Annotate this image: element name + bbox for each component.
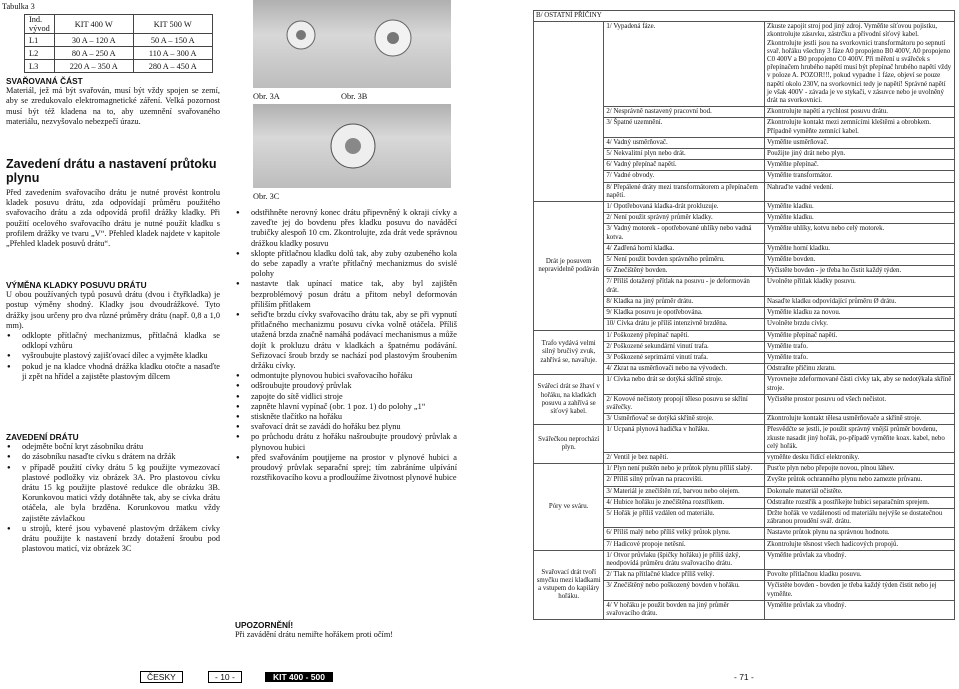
table-row <box>25 34 213 47</box>
table-cell: 110 A – 300 A <box>133 47 212 60</box>
fault-row <box>534 202 955 213</box>
table-cell: 30 A – 120 A <box>54 34 133 47</box>
footer-page-left: - 10 - <box>208 672 242 682</box>
fault-remedy: Uvolněte přítlak kladky posuvu. <box>765 277 955 296</box>
fault-symptom: Drát je posuvem nepravidelně podáván <box>534 202 604 330</box>
fault-cause: 7/ Vadné obvody. <box>604 171 765 182</box>
fault-remedy: Dokonale materiál očistěte. <box>765 486 955 497</box>
fault-cause: 7/ Příliš dotažený přítlak na posuvu - je deformován drát. <box>604 277 765 296</box>
fault-remedy: Vyměňte usměrňovač. <box>765 137 955 148</box>
fault-remedy: Vyrovnejte zdeformované části cívky tak, aby se nedotýkala skříně stroje. <box>765 375 955 394</box>
fault-cause: 5/ Hořák je příliš vzdálen od materiálu. <box>604 508 765 527</box>
fault-cause: 5/ Není použit bovden správného průměru. <box>604 255 765 266</box>
fault-remedy: Vyměňte kladku. <box>765 213 955 224</box>
fault-remedy: Vyměňte průvlak za vhodný. <box>765 550 955 569</box>
fault-cause: 2/ Tlak na přítlačné kladce příliš velký. <box>604 570 765 581</box>
fault-cause: 2/ Není použit správný průměr kladky. <box>604 213 765 224</box>
fault-remedy: Vyčistěte bovden - je třeba ho čistit každý týden. <box>765 266 955 277</box>
fault-remedy: Vyměňte kladku. <box>765 202 955 213</box>
fault-remedy: Zkontrolujte kontakt mezi zemnícími kleštěmi a obrobkem. Případně vyměňte zemnící kabel. <box>765 118 955 137</box>
bullet-item: ● odmontujte plynovou hubici svařovacího hořáku <box>235 371 457 381</box>
table-header-cell: Ind. vývod <box>25 15 55 34</box>
fault-remedy: Použijte jiný drát nebo plyn. <box>765 149 955 160</box>
fault-remedy: vyměňte desku řídící elektroniky. <box>765 452 955 463</box>
bullet-item: ● zapněte hlavní vypínač (obr. 1 poz. 1) do polohy „1“ <box>235 402 457 412</box>
table-header-cell: KIT 500 W <box>133 15 212 34</box>
fault-cause: 2/ Příliš silný průvan na pracovišti. <box>604 475 765 486</box>
warning-title: UPOZORNĚNÍ! <box>235 620 294 630</box>
bullet-item: ● seřiďte brzdu cívky svařovacího drátu tak, aby se při vypnutí přítlačného mechanizmu posuvu cívka volně otáčela. Příliš utažená brzda značně namáhá podávací mechanismus a může dojít k prokluzu drátu v kladkách a špatnému podávání. Seřizovací šroub brzdy se nachází pod plastovým šroubením držáku cívky. <box>235 310 457 371</box>
fault-cause: 6/ Příliš malý nebo příliš velký průtok plynu. <box>604 528 765 539</box>
fault-row <box>534 22 955 107</box>
paragraph: U obou používaných typů posuvů drátu (dvou i čtyřkladka) je postup výměny shodný. Kladky jsou dvoudrážkové. Tyto drážky jsou určeny pro dva různé průměry drátu (např. 0,8 a 1,0 mm). <box>6 290 220 330</box>
fault-remedy: Zkontrolujte kontakt tělesa usměrňovače a skříně stroje. <box>765 414 955 425</box>
fault-remedy: Přesvědčte se jestli, je použit správný vnější průměr bovdenu, zkuste nasadit jiný hořák, po-případě vyměňte koax. kabel, nebo celý hořák. <box>765 425 955 453</box>
fault-symptom: Svařovací drát tvoří smyčku mezi kladkami a vstupem do kapiláry hořáku. <box>534 550 604 619</box>
fault-symptom: Póry ve sváru. <box>534 464 604 551</box>
fault-remedy: Zkontrolujte těsnost všech hadicových propojů. <box>765 539 955 550</box>
table-cell: L2 <box>25 47 55 60</box>
paragraph: Před zavedením svařovacího drátu je nutné provést kontrolu kladek posuvu drátu, zda odpovídají průměru použitého svařovacího drátu a zda odpovídá profil drážky kladky. Při použití ocelového svařovacího drátu je nutné použít kladku s profilem drážky ve tvaru „V“. Přehled kladek najdete v kapitole „Přehled kladek posuvů drátu“. <box>6 188 220 249</box>
fault-cause: 4/ Zkrat na usměrňovači nebo na vývodech. <box>604 364 765 375</box>
fault-cause: 3/ Vadný motorek - opotřebované uhlíky nebo vadná kotva. <box>604 224 765 243</box>
fault-cause: 2/ Kovové nečistoty propojí těleso posuvu se skříní svářečky. <box>604 394 765 413</box>
fault-cause: 3/ Usměrňovač se dotýká skříně stroje. <box>604 414 765 425</box>
fault-row <box>534 330 955 341</box>
bullet-item: ● zapojte do sítě vidlici stroje <box>235 392 457 402</box>
fault-cause: 7/ Hadicové propoje netěsní. <box>604 539 765 550</box>
table-header-cell: KIT 400 W <box>54 15 133 34</box>
bullet-list <box>235 208 457 483</box>
fault-remedy: Vyměňte transformátor. <box>765 171 955 182</box>
table-row <box>25 47 213 60</box>
fault-cause: 3/ Materiál je znečištěn rzí, barvou nebo olejem. <box>604 486 765 497</box>
fault-cause: 1/ Otvor průvlaku (špičky hořáku) je příliš úzký, neodpovídá průměru drátu svařovacího drátu. <box>604 550 765 569</box>
fault-remedy: Povolte přítlačnou kladku posuvu. <box>765 570 955 581</box>
fault-cause: 6/ Znečištěný bovden. <box>604 266 765 277</box>
fault-cause: 9/ Kladka posuvu je opotřebována. <box>604 308 765 319</box>
fault-cause: 1/ Plyn není puštěn nebo je průtok plynu příliš slabý. <box>604 464 765 475</box>
fault-cause: 2/ Poškozené sekundární vinutí trafa. <box>604 341 765 352</box>
bullet-item: ● před svařováním pouţijeme na prostor v plynové hubici a proudový průvlak separační sprej; tím zabráníme ulpívání rozstřikovacího kovu a prodloužíme životnost plynové hubice <box>235 453 457 484</box>
table-row <box>25 60 213 73</box>
warning-text: Při zavádění drátu nemiřte hořákem proti očím! <box>235 630 394 640</box>
table-cell: 80 A – 250 A <box>54 47 133 60</box>
bullet-item: ● pokud je na kladce vhodná drážka kladku otočte a nasaďte ji zpět na hřídel a zajistěte plastovým dílcem <box>6 362 220 382</box>
fault-remedy: Vyměňte trafo. <box>765 352 955 363</box>
paragraph: Materiál, jež má být svařován, musí být vždy spojen se zemí, aby se zredukovalo elektromagnetické záření. Velká pozornost musí být též kladena na to, aby uzemnění svařovaného materiálu, nezvyšovalo nebezpečí úrazu. <box>6 86 220 126</box>
figure-caption: Obr. 3B <box>341 92 368 101</box>
bullet-item: ● u strojů, které jsou vybavené plastovým držákem cívky drátu použijte k nastavení brzdy dotažení šroubu pod plastovou maticí, viz obrázek 3C <box>6 524 220 555</box>
fault-remedy: Pusťte plyn nebo přepojte novou, plnou láhev. <box>765 464 955 475</box>
bullet-item: ● odklopte přítlačný mechanizmus, přítlačná kladka se odklopí vzhůru <box>6 331 220 351</box>
fault-cause: 4/ V hořáku je použit bovden na jiný průměr svařovacího drátu. <box>604 600 765 619</box>
table-cell: 220 A – 350 A <box>54 60 133 73</box>
section-title: SVAŘOVANÁ ČÁST <box>6 76 83 86</box>
fault-remedy: Uvolněte brzdu cívky. <box>765 319 955 330</box>
fault-cause: 1/ Vypadená fáze. <box>604 22 765 107</box>
bullet-item: ● vyšroubujte plastový zajišťovací dílec a vyjměte kladku <box>6 351 220 361</box>
bullet-list <box>6 331 220 382</box>
bullet-item: ● do zásobníku nasaďte cívku s drátem na držák <box>6 452 220 462</box>
fault-cause: 1/ Poškozený přepínač napětí. <box>604 330 765 341</box>
fault-table <box>533 10 955 620</box>
footer-page-right: - 71 - <box>734 672 754 682</box>
bullet-item: ● odšroubujte proudový průvlak <box>235 381 457 391</box>
fault-table-title: B/ OSTATNÍ PŘÍČINY <box>534 11 955 22</box>
spool-holder-icon <box>253 104 451 188</box>
fault-remedy: Vyčistěte bovden - bovden je třeba každý týden čistit nebo jej vyměňte. <box>765 581 955 600</box>
fault-row <box>534 375 955 394</box>
fault-remedy: Zkuste zapojit stroj pod jiný zdroj. Vyměňte síťovou pojistku, zkontrolujte zásuvku, zástrčku a přívodní síťový kabel. Zkontrolujte jestli jsou na svorkovnici transformátoru po sepnutí svař. hořáku všechny 3 fáze A0 propojeno B0 400V, A0 propojeno C0 400V a B0 propojeno C0 400V. Při měření u svářeček s přepínačem hrubého napětí musí být přepínač hrubého napětí vždy v poloze A. POZOR!!!, pokud vypadne 1 fáze, objeví se pouze napětí okolo 230V, na svorkovnici tedy je napětí! Správné napětí je však 400V - závada je ve stykači, v zásuvce nebo je uvolněný drát na svorkovnici. <box>765 22 955 107</box>
fault-cause: 1/ Cívka nebo drát se dotýká skříně stroje. <box>604 375 765 394</box>
table-header-row <box>25 15 213 34</box>
fault-remedy: Vyměňte kladku za novou. <box>765 308 955 319</box>
fault-cause: 3/ Špatné uzemnění. <box>604 118 765 137</box>
fault-cause: 3/ Znečištěný nebo poškozený bovden v hořáku. <box>604 581 765 600</box>
fault-remedy: Vyměňte bovden. <box>765 255 955 266</box>
fault-cause: 1/ Opotřebovaná kladka-drát prokluzuje. <box>604 202 765 213</box>
fault-cause: 1/ Ucpaná plynová hadička v hořáku. <box>604 425 765 453</box>
fault-remedy: Zkontrolujte napětí a rychlost posuvu drátu. <box>765 107 955 118</box>
section-title: ZAVEDENÍ DRÁTU <box>6 432 79 442</box>
bullet-item: ● nastavte tlak upínací matice tak, aby byl zajištěn bezproblémový posun drátu a přitom nebyl deformován příliším přítlakem <box>235 279 457 310</box>
fault-remedy: Odstraňte rozstřik a postříkejte hubici separačním sprejem. <box>765 497 955 508</box>
fault-remedy: Vyměňte uhlíky, kotvu nebo celý motorek. <box>765 224 955 243</box>
spool-photo-3c <box>253 104 451 188</box>
fault-remedy: Držte hořák ve vzdálenosti od materiálu nejvýše se dostatečnou zábranou proudění svář. drátu. <box>765 508 955 527</box>
figure-caption: Obr. 3A <box>253 92 280 101</box>
fault-cause: 2/ Nesprávně nastavený pracovní bod. <box>604 107 765 118</box>
fault-cause: 2/ Ventil je bez napětí. <box>604 452 765 463</box>
fault-cause: 8/ Kladka na jiný průměr drátu. <box>604 296 765 307</box>
table-cell: 280 A – 450 A <box>133 60 212 73</box>
fault-row <box>534 550 955 569</box>
section-heading: Zavedení drátu a nastavení průtoku plynu <box>6 157 217 185</box>
fault-symptom: Svářečkou neprochází plyn. <box>534 425 604 464</box>
table-cell: L3 <box>25 60 55 73</box>
fault-row <box>534 464 955 475</box>
fault-cause: 8/ Přepálené dráty mezi transformátorem a přepínačem napětí. <box>604 182 765 201</box>
fault-remedy: Nahraďte vadné vedení. <box>765 182 955 201</box>
bullet-item: ● odstřihněte nerovný konec drátu připevněný k okraji cívky a zaveďte jej do bovdenu přes kladku posuvu do naváděcí trubičky alespoň 10 cm. Zkontrolujte, zda drát vede správnou drážkou kladky posuvu <box>235 208 457 249</box>
figure-caption: Obr. 3C <box>253 192 280 201</box>
fault-symptom: Trafo vydává velmi silný bručivý zvuk, zahřívá se, navařuje. <box>534 330 604 375</box>
spool-icon <box>253 0 451 88</box>
current-table <box>24 14 213 73</box>
fault-cause: 3/ Poškozené seprimární vinutí trafa. <box>604 352 765 363</box>
bullet-item: ● v případě použití cívky drátu 5 kg použijte vymezovací plastové podložky viz obrázek 3A. Pro plastovou cívku drátu 15 kg použijte plastové redukce dle obrázku 3B. Korunkovou matici vždy dotáhněte tak, aby se cívka drátu otáčela, ale byla brzděna. Korunkovou matku vždy zajistěte závlačkou <box>6 463 220 524</box>
section-title: VÝMĚNA KLADKY POSUVU DRÁTU <box>6 280 147 290</box>
fault-remedy: Vyměňte přepínač napětí. <box>765 330 955 341</box>
fault-symptom: Svářecí drát se žhaví v hořáku, na kladkách posuvu a zahřívá se síťový kabel. <box>534 375 604 425</box>
fault-cause: 4/ Hubice hořáku je znečištěna rozstřikem. <box>604 497 765 508</box>
bullet-item: ● odejměte boční kryt zásobníku drátu <box>6 442 220 452</box>
fault-cause: 4/ Zadřená horní kladka. <box>604 243 765 254</box>
table-cell: 50 A – 150 A <box>133 34 212 47</box>
bullet-list <box>6 442 220 554</box>
footer-language: ČESKY <box>140 672 183 682</box>
footer-model: KIT 400 - 500 <box>265 672 333 682</box>
fault-remedy: Zvyšte průtok ochranného plynu nebo zamezte průvanu. <box>765 475 955 486</box>
fault-remedy: Odstraňte příčinu zkratu. <box>765 364 955 375</box>
fault-remedy: Vyměňte horní kladku. <box>765 243 955 254</box>
table-cell: L1 <box>25 34 55 47</box>
fault-remedy: Vyčistěte prostor posuvu od všech nečistot. <box>765 394 955 413</box>
fault-remedy: Vyměňte průvlak za vhodný. <box>765 600 955 619</box>
bullet-item: ● sklopte přítlačnou kladku dolů tak, aby zuby ozubeného kola do sebe zapadly a vraťte přítlačný mechanizmus do svislé polohy <box>235 249 457 280</box>
fault-remedy: Nasaďte kladku odpovídající průměru Ø drátu. <box>765 296 955 307</box>
bullet-item: ● po průchodu drátu z hořáku našroubujte proudový průvlak a plynovou hubici <box>235 432 457 452</box>
bullet-item: ● svařovací drát se zavádí do hořáku bez plynu <box>235 422 457 432</box>
fault-cause: 4/ Vadný usměrňovač. <box>604 137 765 148</box>
fault-remedy: Vyměňte trafo. <box>765 341 955 352</box>
fault-symptom <box>534 22 604 202</box>
fault-cause: 10/ Cívka drátu je příliš intenzivně brzděna. <box>604 319 765 330</box>
fault-cause: 5/ Nekvalitní plyn nebo drát. <box>604 149 765 160</box>
table-label: Tabulka 3 <box>2 2 35 11</box>
fault-remedy: Vyměňte přepínač. <box>765 160 955 171</box>
fault-row <box>534 425 955 453</box>
spool-photo-3a-3b <box>253 0 451 88</box>
fault-cause: 6/ Vadný přepínač napětí. <box>604 160 765 171</box>
fault-remedy: Nastavte průtok plynu na správnou hodnotu. <box>765 528 955 539</box>
bullet-item: ● stiskněte tlačítko na hořáku <box>235 412 457 422</box>
